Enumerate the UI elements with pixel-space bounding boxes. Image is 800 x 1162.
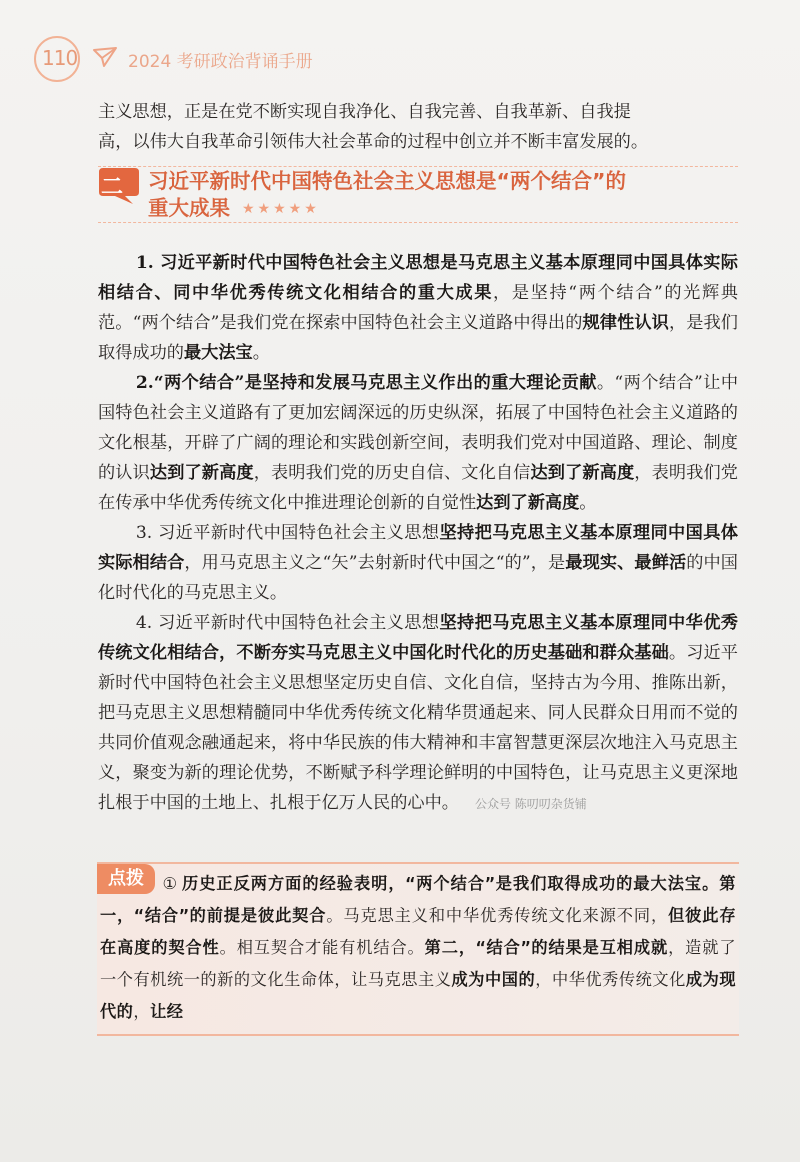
point-2 (98, 368, 738, 518)
emphasis: 规律性认识 (582, 313, 669, 333)
text: ，是我们取得成功的 (98, 313, 738, 363)
section-divider-bottom (98, 222, 738, 223)
point-4 (98, 608, 738, 819)
text: ，表明我们党在传承中华优秀传统文化中推进理论创新的自觉性 (98, 463, 738, 513)
text: 4. 习近平新时代中国特色社会主义思想 (135, 613, 440, 633)
importance-stars: ★★★★★ (242, 201, 320, 217)
section-title-line2 (148, 195, 740, 223)
tip-content (100, 868, 736, 1028)
emphasis: 最现实、最鲜活 (565, 553, 687, 573)
section-number: 二 (101, 175, 124, 200)
emphasis: 让经 (150, 1002, 184, 1021)
section-title-line: 习近平新时代中国特色社会主义思想是“两个结合”的 (148, 169, 626, 193)
circled-number: ① (162, 874, 179, 893)
emphasis: 达到了新高度 (530, 463, 635, 483)
intro-line: 主义思想，正是在党不断实现自我净化、自我完善、自我革新、自我提 (98, 102, 631, 122)
paper-plane-icon (92, 46, 118, 68)
emphasis: 坚持把马克思主义基本原理同中国具体实际相结合 (98, 523, 738, 573)
emphasis: 第二，“结合”的结果是互相成就 (424, 938, 669, 957)
text: ，中华优秀传统文化 (535, 970, 686, 989)
text: 。“两个结合”让中国特色社会主义道路有了更加宏阔深远的历史纵深，拓展了中国特色社会主义道路的文化根基，开辟了广阔的理论和实践创新空间，表明我们党对中国道路、理论、制度的认识 (98, 373, 739, 483)
text: ，用马克思主义之“矢”去射新时代中国之“的”，是 (184, 553, 566, 573)
text: 。 (252, 343, 270, 363)
emphasis: 2.“两个结合”是坚持和发展马克思主义作出的重大理论贡献 (135, 373, 597, 393)
intro-paragraph (98, 97, 738, 157)
text: ，造就了一个有机统一的新的文化生命体，让马克思主义 (100, 938, 737, 989)
text: ， (133, 1002, 151, 1021)
point-1 (98, 248, 738, 368)
emphasis: 达到了新高度 (149, 463, 254, 483)
emphasis: 最大法宝 (183, 343, 253, 363)
text: 。相互契合才能有机结合。 (219, 938, 425, 957)
text: 。 (579, 493, 597, 513)
emphasis: 成为中国的 (451, 970, 536, 989)
text: ，表明我们党的历史自信、文化自信 (253, 463, 531, 483)
emphasis: 但彼此存在高度的契合性 (100, 906, 737, 957)
watermark: 公众号 陈叨叨杂货铺 (474, 797, 587, 811)
book-title: 2024 考研政治背诵手册 (128, 52, 313, 72)
point-3 (98, 518, 738, 608)
text: 的中国化时代化的马克思主义。 (98, 553, 738, 603)
section-title (148, 168, 740, 223)
emphasis: 坚持把马克思主义基本原理同中华优秀传统文化相结合，不断夯实马克思主义中国化时代化的历史基础和群众基础 (98, 613, 738, 663)
text: 。马克思主义和中华优秀传统文化来源不同， (326, 906, 669, 925)
emphasis: 达到了新高度 (476, 493, 580, 513)
text: 。习近平新时代中国特色社会主义思想坚定历史自信、文化自信，坚持古为今用、推陈出新，把马克思主义思想精髓同中华优秀传统文化精华贯通起来、同人民群众日用而不觉的共同价值观念融通起来，将中华民族的伟大精神和丰富智慧更深层次地注入马克思主义，聚变为新的理论优势，不断赋予科学理论鲜明的中国特色，让马克思主义更深地扎根于中国的土地上、扎根于亿万人民的心中。 (98, 643, 738, 813)
text: ，是坚持“两个结合”的光辉典范。“两个结合”是我们党在探索中国特色社会主义道路中得出的 (98, 283, 738, 333)
section-divider-top (98, 166, 738, 167)
tip-badge: 点拨 (97, 864, 155, 894)
section-title-text: 重大成果 (148, 196, 230, 220)
text: 3. 习近平新时代中国特色社会主义思想 (135, 523, 440, 543)
page-number: 110 (42, 46, 78, 70)
main-content (98, 248, 738, 819)
emphasis: 1. 习近平新时代中国特色社会主义思想是马克思主义基本原理同中国具体实际相结合、同中华优秀传统文化相结合的重大成果 (98, 253, 738, 303)
tip-paragraph (100, 868, 736, 1028)
emphasis: 成为现代的 (100, 970, 737, 1021)
intro-line: 高，以伟大自我革命引领伟大社会革命的过程中创立并不断丰富发展的。 (98, 132, 649, 152)
emphasis: 历史正反两方面的经验表明，“两个结合”是我们取得成功的最大法宝。第一，“结合”的前提是彼此契合 (100, 874, 736, 925)
